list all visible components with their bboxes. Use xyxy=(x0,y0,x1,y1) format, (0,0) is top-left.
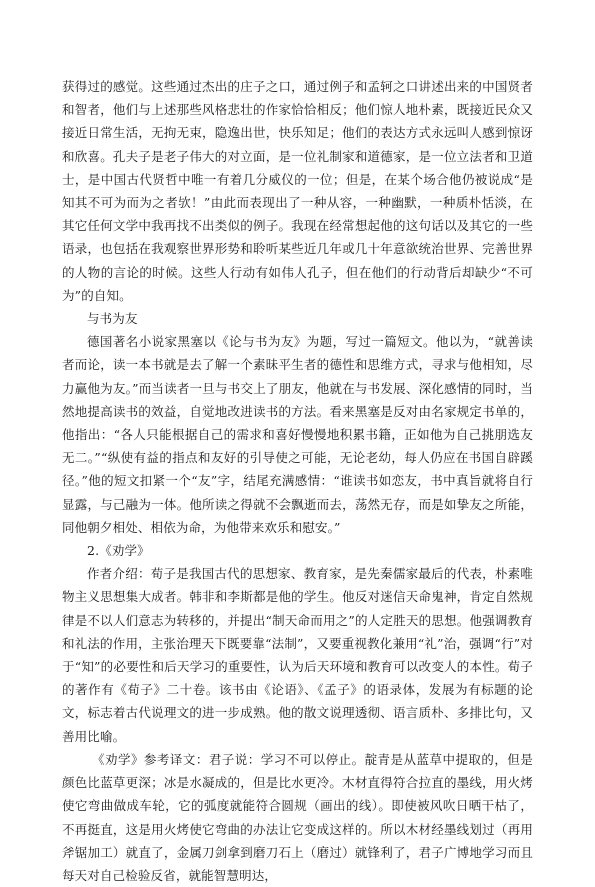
section-heading-quanxue: 2.《劝学》 xyxy=(87,543,150,559)
paragraph-author-intro: 作者介绍：荀子是我国古代的思想家、教育家，是先秦儒家最后的代表，朴素唯物主义思想集大成者。韩非和李斯都是他的学生。他反对迷信天命鬼神，肯定自然规律是不以人们意志为转移的，并提出“制天命而用之”的人定胜天的思想。他强调教育和礼法的作用，主张治理天下既要靠“法制”，又要重视教化兼用“礼”治，强调“行”对于“知”的必要性和后天学习的重要性，认为后天环境和教育可以改变人的本性。荀子的著作有《荀子》二十卷。该书由《论语》、《孟子》的语录体，发展为有标题的论文，标志着古代说理文的进一步成熟。他的散文说理透彻、语言质朴、多排比句，又善用比喻。 xyxy=(62,566,533,744)
paragraph-zhuangzi-confucius: 获得过的感觉。这些通过杰出的庄子之口，通过例子和孟轲之口讲述出来的中国贤者和智者，他们与上述那些风格悲壮的作家恰恰相反；他们惊人地朴素，既接近民众又接近日常生活，无拘无束，隐逸出世，快乐知足；他们的表达方式永远叫人感到惊讶和欣喜。孔夫子是老子伟大的对立面，是一位礼制家和道德家，是一位立法者和卫道士，是中国古代贤哲中唯一有着几分威仪的一位；但是，在某个场合他仍被说成“是知其不可为而为之者欤！”由此而表现出了一种从容，一种幽默，一种质朴恬淡，在其它任何文学中我再找不出类似的例子。我现在经常想起他的这句话以及其它的一些语录，也包括在我观察世界形势和聆听某些近几年或几十年意欲统治世界、完善世界的人物的言论的时候。这些人行动有如伟人孔子，但在他们的行动背后却缺少“不可为”的自知。 xyxy=(62,79,533,303)
paragraph-quanxue-translation: 《劝学》参考译文：君子说：学习不可以停止。靛青是从蓝草中提取的，但是颜色比蓝草更深；冰是水凝成的，但是比水更冷。木材直得符合拉直的墨线，用火烤使它弯曲做成车轮，它的弧度就能符合圆规（画出的线）。即使被风吹日晒干枯了，不再挺直，这是用火烤使它弯曲的办法让它变成这样的。所以木材经墨线划过（再用斧锯加工）就直了，金属刀剑拿到磨刀石上（磨过）就锋利了，君子广博地学习而且每天对自己检验反省，就能智慧明达， xyxy=(62,751,533,883)
paragraph-hesse-books: 德国著名小说家黑塞以《论与书为友》为题，写过一篇短文。他以为，“就善读者而论，读一本书就是去了解一个素昧平生者的德性和思维方式，寻求与他相知，尽力赢他为友。”而当读者一旦与书交上了朋友，他就在与书发展、深化感情的同时，当然地提高读书的效益，自觉地改进读书的方法。看来黑塞是反对由名家规定书单的，他指出：“各人只能根据自己的需求和喜好慢慢地积累书籍，正如他为自己挑朋选友无二。”“纵使有益的指点和友好的引导使之可能，无论老幼，每人仍应在书国自辟蹊径。”他的短文扣紧一个“友”字，结尾充满感情：“谁读书如恋友，书中真旨就将自行显露，与己融为一体。他所读之得就不会飘逝而去，荡然无存，而是如挚友之所能，同他朝夕相处、相依为命，为他带来欢乐和慰安。” xyxy=(62,334,533,535)
section-heading-friends-with-books: 与书为友 xyxy=(87,311,138,327)
